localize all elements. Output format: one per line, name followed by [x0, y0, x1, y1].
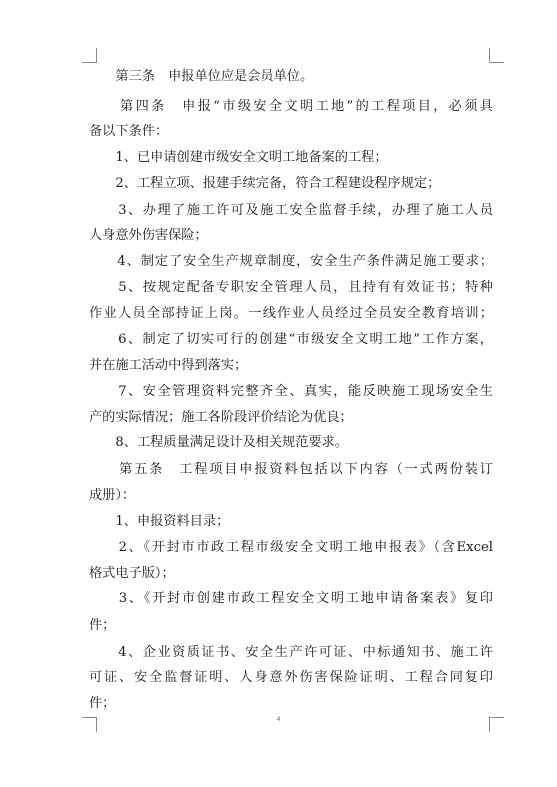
list-item-material-4-cont: 可证、安全监督证明、人身意外伤害保险证明、工程合同复印 [89, 670, 493, 685]
list-item-condition-3-cont: 人身意外伤害保险； [89, 228, 208, 243]
list-item-condition-4: 4、制定了安全生产规章制度，安全生产条件满足施工要求； [89, 254, 493, 269]
list-item-condition-2: 2、工程立项、报建手续完备，符合工程建设程序规定； [89, 176, 441, 191]
list-item-condition-6: 6、制定了切实可行的创建“市级安全文明工地”工作方案， [89, 332, 493, 347]
list-item-condition-7-cont: 产的实际情况；施工各阶段评价结论为优良； [89, 410, 353, 425]
list-item-condition-5-cont: 作业人员全部持证上岗。一线作业人员经过全员安全教育培训； [89, 306, 493, 321]
page-number: 4 [276, 716, 281, 723]
crop-mark-top-left [82, 48, 97, 63]
paragraph-article-4-cont: 备以下条件： [89, 124, 169, 139]
list-item-material-1: 1、申报资料目录； [89, 514, 230, 529]
list-item-condition-7: 7、安全管理资料完整齐全、真实，能反映施工现场安全生 [89, 384, 493, 399]
paragraph-article-3: 第三条 申报单位应是会员单位。 [89, 69, 314, 84]
paragraph-article-5-cont: 成册）： [89, 488, 136, 503]
list-item-material-3-cont: 件； [89, 618, 116, 633]
list-item-material-4: 4、企业资质证书、安全生产许可证、中标通知书、施工许 [89, 645, 493, 660]
list-item-condition-3: 3、办理了施工许可及施工安全监督手续，办理了施工人员 [89, 203, 493, 218]
paragraph-article-4: 第四条 申报“市级安全文明工地”的工程项目，必须具 [89, 99, 493, 114]
list-item-condition-8: 8、工程质量满足设计及相关规范要求。 [89, 435, 348, 450]
paragraph-article-5: 第五条 工程项目申报资料包括以下内容（一式两份装订 [89, 462, 493, 477]
list-item-material-4-end: 件； [89, 696, 116, 711]
list-item-condition-6-cont: 并在施工活动中得到落实； [89, 358, 248, 373]
list-item-material-2-cont: 格式电子版）； [89, 566, 175, 581]
list-item-condition-1: 1、已申请创建市级安全文明工地备案的工程； [89, 150, 388, 165]
list-item-material-2: 2、《开封市市政工程市级安全文明工地申报表》（含Excel [89, 540, 493, 555]
list-item-condition-5: 5、按规定配备专职安全管理人员，且持有有效证书；特种 [89, 280, 493, 295]
crop-mark-top-right [489, 48, 504, 63]
list-item-material-3: 3、《开封市创建市政工程安全文明工地申请备案表》复印 [89, 591, 493, 606]
